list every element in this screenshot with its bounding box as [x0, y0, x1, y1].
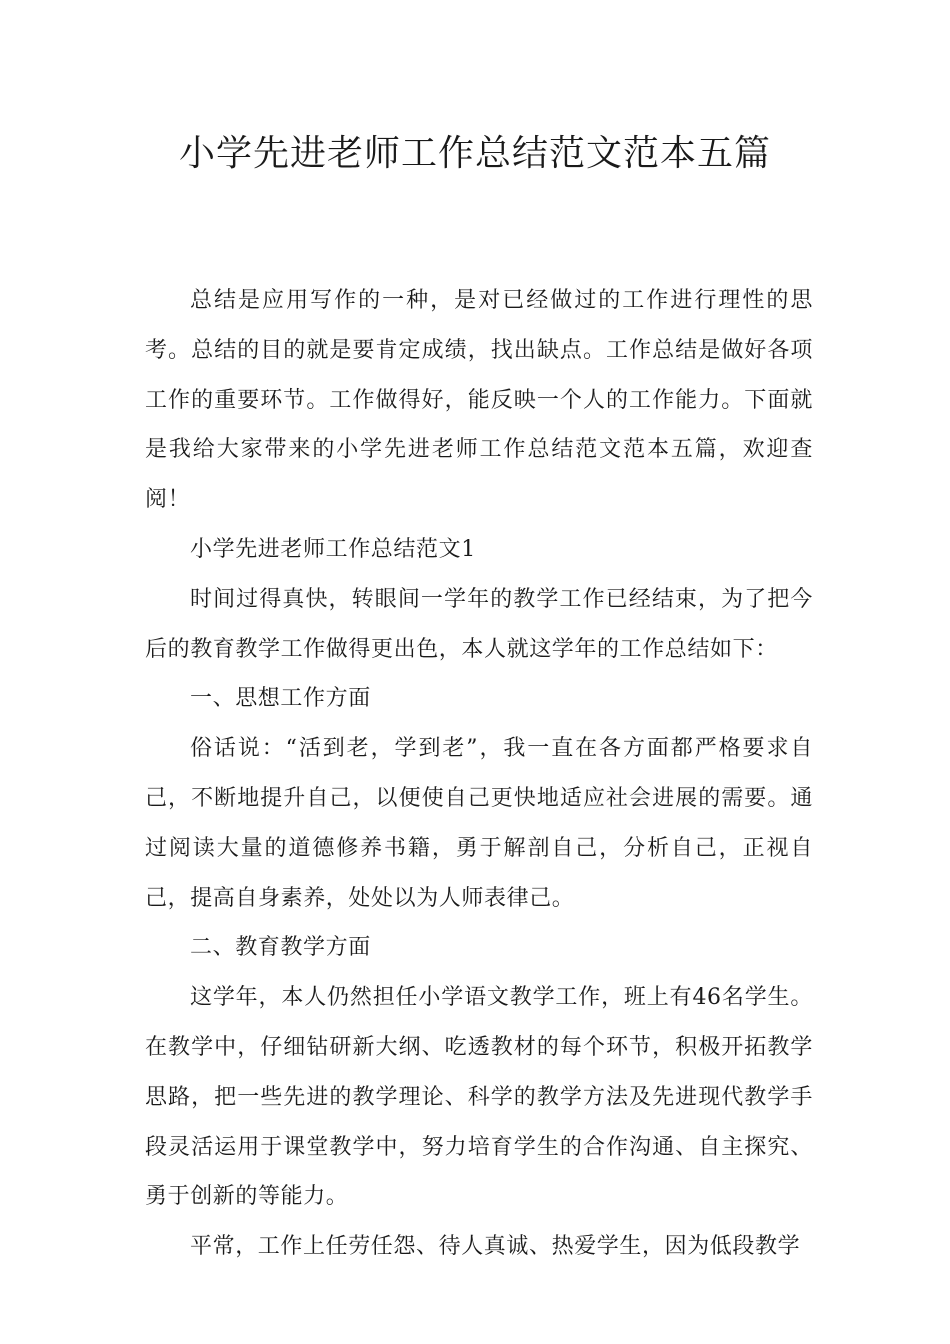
body-paragraph: 俗话说：“活到老，学到老”，我一直在各方面都严格要求自己，不断地提升自己，以便使自己更快地适应社会进展的需要。通过阅读大量的道德修养书籍，勇于解剖自己，分析自己，正视自己，提高自身素养，处处以为人师表律己。	[145, 736, 813, 911]
body-paragraph: 时间过得真快，转眼间一学年的教学工作已经结束，为了把今后的教育教学工作做得更出色，本人就这学年的工作总结如下：	[145, 586, 813, 662]
section-heading-thought: 一、思想工作方面	[190, 686, 371, 712]
section-heading-teaching: 二、教育教学方面	[190, 935, 371, 961]
document-body	[145, 276, 813, 1272]
body-paragraph: 平常，工作上任劳任怨、待人真诚、热爱学生，因为低段教学	[190, 1234, 801, 1260]
section-heading-essay-1: 小学先进老师工作总结范文1	[190, 536, 476, 562]
document-title: 小学先进老师工作总结范文范本五篇	[178, 133, 771, 174]
body-paragraph: 这学年，本人仍然担任小学语文教学工作，班上有46名学生。在教学中，仔细钻研新大纲、吃透教材的每个环节，积极开拓教学思路，把一些先进的教学理论、科学的教学方法及先进现代教学手段灵活运用于课堂教学中，努力培育学生的合作沟通、自主探究、勇于创新的等能力。	[145, 985, 813, 1210]
intro-paragraph: 总结是应用写作的一种，是对已经做过的工作进行理性的思考。总结的目的就是要肯定成绩，找出缺点。工作总结是做好各项工作的重要环节。工作做得好，能反映一个人的工作能力。下面就是我给大家带来的小学先进老师工作总结范文范本五篇，欢迎查阅！	[145, 288, 813, 513]
